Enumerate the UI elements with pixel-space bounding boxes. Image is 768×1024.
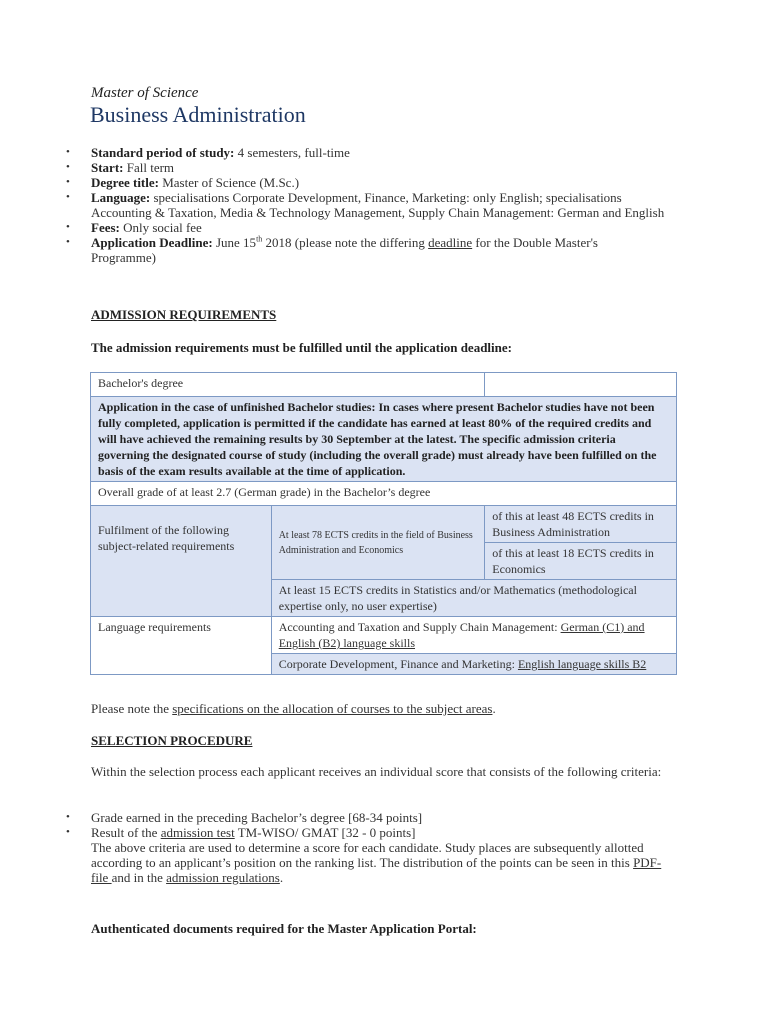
- fact-value: specialisations Corporate Development, Finance, Marketing: only English; specialisations Accounting & Taxation, Media & Technology Management, Supply Chain Management: German and English: [91, 190, 665, 220]
- admission-intro: The admission requirements must be fulfilled until the application deadline:: [91, 340, 512, 355]
- list-item: • Result of the admission test TM-WISO/ GMAT [32 - 0 points]: [66, 825, 666, 840]
- admission-regulations-link[interactable]: admission regulations: [166, 870, 280, 885]
- deadline-link[interactable]: deadline: [428, 235, 473, 250]
- selection-intro: Within the selection process each applicant receives an individual score that consists of the following criteria:: [91, 764, 662, 779]
- list-item: [66, 220, 666, 235]
- fact-label: Start:: [91, 160, 124, 175]
- fact-value: Master of Science (M.Sc.): [158, 175, 300, 190]
- allocation-link[interactable]: specifications on the allocation of courses to the subject areas: [172, 701, 493, 716]
- fact-value: Only social fee: [119, 220, 202, 235]
- allocation-note: Please note the specifications on the allocation of courses to the subject areas.: [91, 701, 496, 716]
- fact-value: 4 semesters, full-time: [234, 145, 350, 160]
- list-item: [66, 160, 666, 175]
- list-item: [66, 190, 666, 220]
- list-item: [66, 145, 666, 160]
- table-row: [91, 482, 677, 506]
- list-item: • Application Deadline: June 15th 2018 (please note the differing deadline for the Double Master's Programme): [66, 235, 666, 265]
- fact-label: Standard period of study:: [91, 145, 235, 160]
- admission-test-link[interactable]: admission test: [160, 825, 235, 840]
- overall-grade-cell: Overall grade of at least 2.7 (German grade) in the Bachelor’s degree: [91, 482, 677, 506]
- documents-heading: Authenticated documents required for the Master Application Portal:: [91, 921, 477, 936]
- ects-field-cell: At least 78 ECTS credits in the field of Business Administration and Economics: [271, 506, 485, 580]
- page-title: Business Administration: [90, 102, 306, 127]
- fact-label: Language:: [91, 190, 151, 205]
- selection-heading: SELECTION PROCEDURE: [91, 733, 253, 748]
- empty-cell: [485, 373, 677, 397]
- degree-type: Master of Science: [91, 85, 199, 101]
- ects-econ-cell: of this at least 18 ECTS credits in Economics: [485, 543, 677, 580]
- table-row: [91, 397, 677, 482]
- language-link-1[interactable]: German (C1) and English (B2) language skills: [278, 620, 645, 650]
- ects-ba-cell: of this at least 48 ECTS credits in Business Administration: [485, 506, 677, 543]
- fulfilment-cell: Fulfilment of the following subject-related requirements: [91, 506, 272, 617]
- ects-stats-cell: At least 15 ECTS credits in Statistics and/or Mathematics (methodological expertise only, no user expertise): [271, 580, 676, 617]
- list-item: • Grade earned in the preceding Bachelor’s degree [68-34 points]: [66, 810, 666, 825]
- admission-heading: ADMISSION REQUIREMENTS: [91, 307, 277, 322]
- fact-label: Fees:: [91, 220, 120, 235]
- pdf-file-link[interactable]: PDF-file: [91, 855, 662, 885]
- program-facts-list: [66, 145, 666, 265]
- list-item: [66, 175, 666, 190]
- language-cell-1: Accounting and Taxation and Supply Chain Management: German (C1) and English (B2) language skills: [271, 617, 676, 654]
- fact-value: Fall term: [123, 160, 175, 175]
- language-cell-2: Corporate Development, Finance and Marketing: English language skills B2: [271, 654, 676, 675]
- unfinished-studies-cell: Application in the case of unfinished Bachelor studies: In cases where present Bachelor studies have not been fully completed, application is permitted if the candidate has earned at least 80% of the required credits and will have achieved the remaining results by 30 September at the latest. The specific admission criteria governing the designated course of study (including the overall grade) must already have been fulfilled on the basis of the exam results available at the time of application.: [91, 397, 677, 482]
- language-link-2[interactable]: English language skills B2: [517, 657, 647, 671]
- table-row: [91, 617, 677, 654]
- table-row: [91, 506, 677, 543]
- bachelor-cell: Bachelor's degree: [91, 373, 485, 397]
- table-row: [91, 373, 677, 397]
- requirements-table: [90, 372, 677, 675]
- fact-label: Degree title:: [91, 175, 159, 190]
- selection-explanation: The above criteria are used to determine a score for each candidate. Study places are subsequently allotted according to an applicant’s position on the ranking list. The distribution of the points can be seen in this PDF-file and in the admission regulations.: [91, 840, 662, 885]
- selection-criteria-list: [66, 810, 666, 840]
- deadline-label: Application Deadline:: [91, 235, 213, 250]
- language-label-cell: Language requirements: [91, 617, 272, 675]
